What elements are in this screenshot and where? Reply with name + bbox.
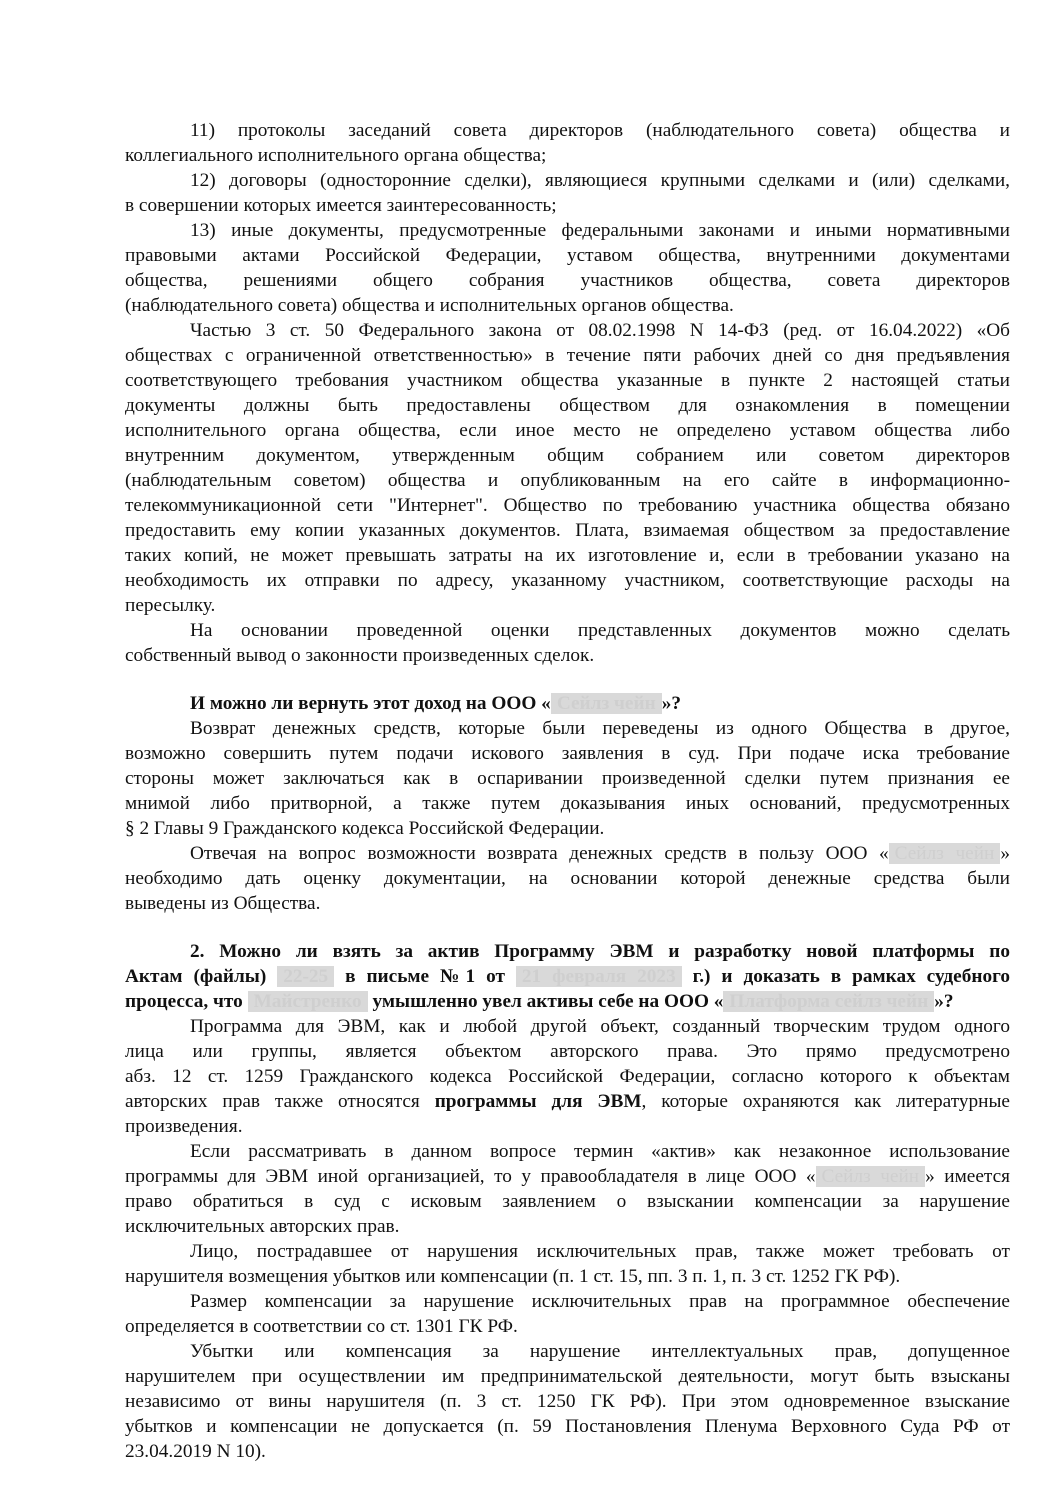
redacted-text: Платформа сейлз чейн bbox=[723, 991, 934, 1012]
text-line: мнимой либо притворной, а также путем доказывания иных оснований, предусмотренных bbox=[125, 793, 1010, 814]
text-segment: » bbox=[1000, 843, 1010, 864]
text-line: определяется в соответствии со ст. 1301 ГК РФ. bbox=[125, 1316, 518, 1337]
text-line bbox=[125, 964, 1010, 989]
bold-text: программы для ЭВМ bbox=[434, 1091, 642, 1112]
text-line: нарушителя возмещения убытков или компенсации (п. 1 ст. 15, пп. 3 п. 1, п. 3 ст. 1252 ГК РФ). bbox=[125, 1266, 901, 1287]
text-line: коллегиального исполнительного органа общества; bbox=[125, 145, 547, 166]
text-line: пересылку. bbox=[125, 595, 216, 616]
text-line bbox=[125, 1089, 1010, 1114]
text-line: произведения. bbox=[125, 1116, 243, 1137]
text-line: исполнительного органа общества, если иное место не определено уставом общества либо bbox=[125, 420, 1010, 441]
text-line: необходимость их отправки по адресу, указанному участником, соответствующие расходы на bbox=[125, 570, 1010, 591]
text-line: исключительных авторских прав. bbox=[125, 1216, 400, 1237]
text-segment: в письме №1 от bbox=[334, 966, 516, 987]
paragraph bbox=[125, 218, 1010, 318]
redacted-text: Сейлз чейн bbox=[551, 693, 662, 714]
text-line: Лицо, пострадавшее от нарушения исключительных прав, также может требовать от bbox=[190, 1241, 1010, 1262]
text-segment: »? bbox=[934, 991, 954, 1012]
text-line: обществах с ограниченной ответственностью» в течение пяти рабочих дней со дня предъявления bbox=[125, 345, 1010, 366]
text-line: 11) протоколы заседаний совета директоров (наблюдательного совета) общества и bbox=[190, 120, 1010, 141]
text-line: предоставить ему копии указанных документов. Плата, взимаемая обществом за предоставление bbox=[125, 520, 1010, 541]
text-line: Программа для ЭВМ, как и любой другой объект, созданный творческим трудом одного bbox=[190, 1016, 1010, 1037]
text-line: необходимо дать оценку документации, на основании которой денежные средства были bbox=[125, 868, 1010, 889]
text-line: § 2 Главы 9 Гражданского кодекса Российской Федерации. bbox=[125, 818, 605, 839]
text-segment: авторских прав также относятся bbox=[125, 1091, 435, 1112]
text-line: правовыми актами Российской Федерации, уставом общества, внутренними документами bbox=[125, 245, 1010, 266]
paragraph bbox=[125, 1289, 1010, 1339]
text-segment: И можно ли вернуть этот доход на ООО « bbox=[190, 693, 551, 714]
paragraph bbox=[125, 1339, 1010, 1464]
text-line bbox=[125, 841, 1010, 866]
redacted-text: Сейлз чейн bbox=[889, 843, 1001, 864]
text-line: нарушителем при осуществлении им предпринимательской деятельности, могут быть взысканы bbox=[125, 1366, 1010, 1387]
text-segment: Отвечая на вопрос возможности возврата денежных средств в пользу ООО « bbox=[190, 843, 889, 864]
text-segment: Актам (файлы) bbox=[125, 966, 278, 987]
text-segment: умышленно увел активы себе на ООО « bbox=[367, 991, 724, 1012]
text-line: выведены из Общества. bbox=[125, 893, 321, 914]
text-line: право обратиться в суд с исковым заявлением о взыскании компенсации за нарушение bbox=[125, 1191, 1010, 1212]
text-segment: процесса, что bbox=[125, 991, 248, 1012]
text-line: лица или группы, является объектом авторского права. Это прямо предусмотрено bbox=[125, 1041, 1010, 1062]
text-segment: » имеется bbox=[925, 1166, 1010, 1187]
text-segment: г.) и доказать в рамках судебного bbox=[681, 966, 1011, 987]
text-line: Размер компенсации за нарушение исключительных прав на программное обеспечение bbox=[190, 1291, 1010, 1312]
text-line: возможно совершить путем подачи искового заявления в суд. При подаче иска требование bbox=[125, 743, 1010, 764]
text-segment: программы для ЭВМ иной организацией, то у правообладателя в лице ООО « bbox=[125, 1166, 816, 1187]
paragraph bbox=[125, 716, 1010, 841]
paragraph bbox=[125, 1239, 1010, 1289]
redacted-text: 22-25 bbox=[277, 966, 334, 987]
text-line: соответствующего требования участником общества указанные в пункте 2 настоящей статьи bbox=[125, 370, 1010, 391]
text-line: Убытки или компенсация за нарушение интеллектуальных прав, допущенное bbox=[190, 1341, 1010, 1362]
text-line: таких копий, не может превышать затраты на их изготовление и, если в требовании указано на bbox=[125, 545, 1010, 566]
text-segment: »? bbox=[661, 693, 681, 714]
text-line: общества, решениями общего собрания участников общества, совета директоров bbox=[125, 270, 1010, 291]
document-page bbox=[125, 118, 1010, 1464]
paragraph bbox=[125, 318, 1010, 618]
redacted-text: 21 февраля 2023 bbox=[516, 966, 682, 987]
text-line: документы должны быть предоставлены обществом для ознакомления в помещении bbox=[125, 395, 1010, 416]
text-line: собственный вывод о законности произведенных сделок. bbox=[125, 645, 595, 666]
text-line: (наблюдательного совета) общества и исполнительных органов общества. bbox=[125, 295, 734, 316]
text-line: стороны может заключаться как в оспаривании произведенной сделки путем признания ее bbox=[125, 768, 1010, 789]
paragraph bbox=[125, 1139, 1010, 1239]
section-heading bbox=[125, 691, 1010, 716]
text-line: Если рассматривать в данном вопросе термин «актив» как незаконное использование bbox=[190, 1141, 1010, 1162]
paragraph bbox=[125, 1014, 1010, 1139]
text-line: внутренним документом, утвержденным общим собранием или советом директоров bbox=[125, 445, 1010, 466]
text-line bbox=[125, 1164, 1010, 1189]
paragraph bbox=[125, 118, 1010, 168]
text-line: в совершении которых имеется заинтересованность; bbox=[125, 195, 557, 216]
text-line: телекоммуникационной сети "Интернет". Общество по требованию участника общества обязано bbox=[125, 495, 1010, 516]
text-line bbox=[125, 691, 1010, 716]
text-line: На основании проведенной оценки представленных документов можно сделать bbox=[190, 620, 1010, 641]
text-line bbox=[125, 989, 1010, 1014]
text-line: убытков и компенсации не допускается (п. 59 Постановления Пленума Верховного Суда РФ от bbox=[125, 1416, 1010, 1437]
text-line: независимо от вины нарушителя (п. 3 ст. 1250 ГК РФ). При этом одновременное взыскание bbox=[125, 1391, 1010, 1412]
section-heading bbox=[125, 939, 1010, 1014]
text-line: абз. 12 ст. 1259 Гражданского кодекса Российской Федерации, согласно которого к объектам bbox=[125, 1066, 1010, 1087]
text-line: 23.04.2019 N 10). bbox=[125, 1441, 266, 1462]
redacted-text: Сейлз чейн bbox=[816, 1166, 926, 1187]
text-line: Возврат денежных средств, которые были переведены из одного Общества в другое, bbox=[190, 718, 1010, 739]
text-line: (наблюдательным советом) общества и опубликованным на его сайте в информационно- bbox=[125, 470, 1010, 491]
text-line: Частью 3 ст. 50 Федерального закона от 08.02.1998 N 14-ФЗ (ред. от 16.04.2022) «Об bbox=[190, 320, 1010, 341]
paragraph bbox=[125, 841, 1010, 916]
paragraph bbox=[125, 618, 1010, 668]
paragraph bbox=[125, 168, 1010, 218]
redacted-text: Майстренко bbox=[248, 991, 368, 1012]
text-line: 2. Можно ли взять за актив Программу ЭВМ и разработку новой платформы по bbox=[190, 941, 1010, 962]
text-line: 12) договоры (односторонние сделки), являющиеся крупными сделками и (или) сделками, bbox=[190, 170, 1010, 191]
text-line: 13) иные документы, предусмотренные федеральными законами и иными нормативными bbox=[190, 220, 1010, 241]
text-segment: , которые охраняются как литературные bbox=[641, 1091, 1010, 1112]
